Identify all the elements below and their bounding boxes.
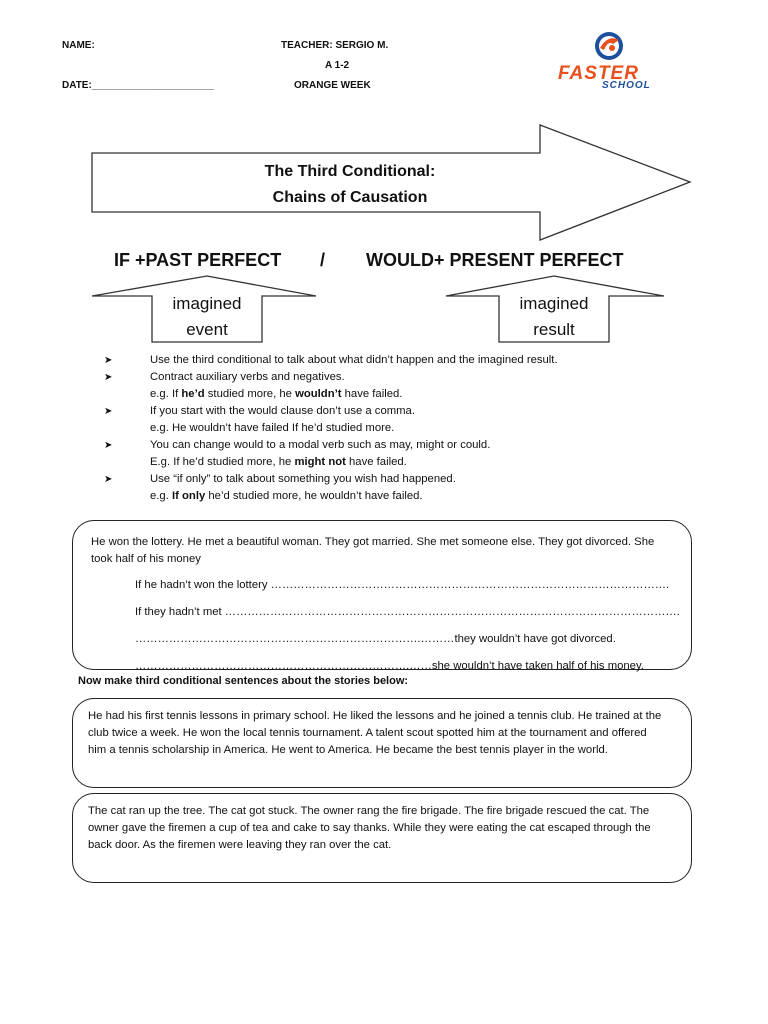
title-line-2: Chains of Causation — [272, 189, 428, 206]
teacher-label: TEACHER: SERGIO M. — [281, 40, 389, 51]
lottery-answer-line[interactable]: ……………………………………………………………….……she wouldn’t have taken half of his money. — [135, 660, 644, 672]
date-label: DATE:______________________ — [62, 80, 215, 91]
rules-list — [104, 352, 704, 505]
tennis-story-box — [72, 698, 692, 788]
lottery-answer-line[interactable]: ………………………………………………………………….………they wouldn’t have got divorced. — [135, 633, 616, 645]
rule-item: ➤ Contract auxiliary verbs and negatives. — [104, 369, 704, 386]
formula-separator: / — [320, 250, 326, 270]
logo-text-faster: FASTER — [558, 63, 639, 84]
rule-example: e.g. If only he’d studied more, he wouldn’t have failed. — [150, 490, 423, 502]
lottery-answer-line[interactable]: If he hadn’t won the lottery ……………………………………………………………………………………………. — [135, 579, 670, 591]
arrow-bullet-icon: ➤ — [104, 355, 113, 366]
lottery-story-text: He won the lottery. He met a beautiful woman. They got married. She met someone else. They got divorced. She took half of his money — [91, 536, 655, 565]
stories-instruction: Now make third conditional sentences about the stories below: — [78, 675, 409, 687]
arrow-bullet-icon: ➤ — [104, 372, 113, 383]
rule-item: ➤ Use “if only” to talk about something you wish had happened. — [104, 471, 704, 488]
name-label: NAME: — [62, 40, 95, 51]
rule-example: e.g. He wouldn’t have failed If he’d studied more. — [150, 422, 395, 434]
rule-item: ➤ If you start with the would clause don’t use a comma. — [104, 403, 704, 420]
cat-story-box — [72, 793, 692, 883]
lottery-story-box — [72, 520, 692, 670]
rule-item: ➤ Use the third conditional to talk about what didn’t happen and the imagined result. — [104, 352, 704, 369]
arrow-bullet-icon: ➤ — [104, 406, 113, 417]
title-line-1: The Third Conditional: — [264, 163, 436, 180]
imagined-event-label: imagined event — [172, 294, 242, 339]
formula-if-clause: IF +PAST PERFECT — [114, 250, 282, 270]
imagined-result-label: imagined result — [519, 294, 589, 339]
cat-story-text: The cat ran up the tree. The cat got stuck. The owner rang the fire brigade. The fire brigade rescued the cat. The owner gave the firemen a cup of tea and cake to say thanks. While they were eating the cat escaped through the back door. As the firemen were leaving they ran over the cat. — [88, 805, 651, 851]
tennis-story-text: He had his first tennis lessons in primary school. He liked the lessons and he joined a tennis club. He trained at the club twice a week. He won the local tennis tournament. A talent scout spotted him at the tournament and offered him a tennis scholarship in America. He went to America. He became the best tennis player in the world. — [88, 710, 662, 756]
rule-example: E.g. If he’d studied more, he might not have failed. — [150, 456, 407, 468]
rule-item: ➤ You can change would to a modal verb such as may, might or could. — [104, 437, 704, 454]
lottery-answer-line[interactable]: If they hadn’t met …………………………………………………………………………………………………………. — [135, 606, 680, 618]
arrow-bullet-icon: ➤ — [104, 474, 113, 485]
level-label: A 1-2 — [325, 60, 350, 71]
formula-would-clause: WOULD+ PRESENT PERFECT — [366, 250, 624, 270]
week-label: ORANGE WEEK — [294, 80, 371, 91]
big-right-arrow — [92, 125, 690, 240]
arrow-bullet-icon: ➤ — [104, 440, 113, 451]
rule-example: e.g. If he’d studied more, he wouldn’t have failed. — [150, 388, 403, 400]
logo-text-school: SCHOOL — [602, 80, 651, 91]
